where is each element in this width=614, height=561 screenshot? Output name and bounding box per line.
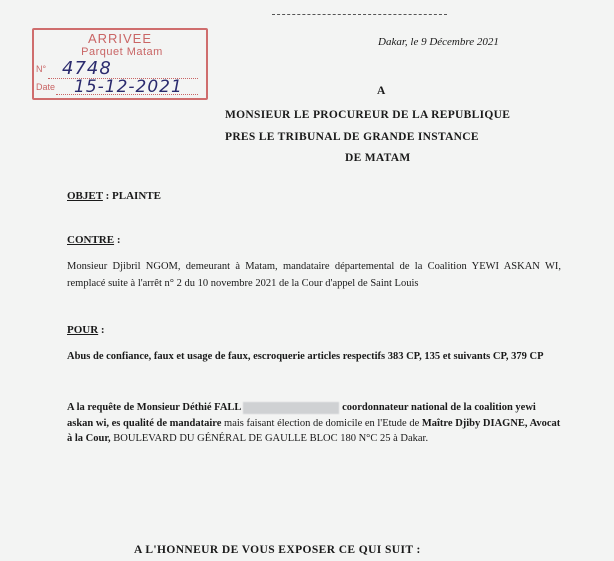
- contre-colon: :: [114, 234, 121, 246]
- pour-colon: :: [98, 324, 105, 336]
- header-dashed-rule: [272, 14, 447, 15]
- dateline: Dakar, le 9 Décembre 2021: [378, 36, 499, 48]
- stamp-number-label: N°: [36, 64, 47, 74]
- arrival-stamp: [32, 28, 208, 100]
- requete-part-4: Maître Djiby DIAGNE, Avocat à la Cour,: [67, 417, 561, 444]
- addressee-line-3: DE MATAM: [345, 152, 411, 164]
- requete-paragraph: [67, 400, 561, 447]
- objet-label: OBJET: [67, 190, 103, 202]
- addressee-line-1: MONSIEUR LE PROCUREUR DE LA REPUBLIQUE: [225, 109, 511, 121]
- requete-part-5: BOULEVARD DU GÉNÉRAL DE GAULLE BLOC 180 N°C 25 à Dakar.: [110, 433, 429, 444]
- pour-body: Abus de confiance, faux et usage de faux, escroquerie articles respectifs 383 CP, 135 et suivants CP, 379 CP: [67, 351, 544, 362]
- addressee-to: A: [377, 85, 386, 97]
- contre-heading: [67, 234, 120, 246]
- stamp-date-label: Date: [36, 82, 56, 92]
- requete-part-1: A la requête de Monsieur Déthié FALL: [67, 402, 244, 413]
- pour-heading: [67, 324, 105, 336]
- stamp-office: Parquet Matam: [81, 46, 163, 58]
- contre-body: Monsieur Djibril NGOM, demeurant à Matam, mandataire départemental de la Coalition YEWI ASKAN WI, remplacé suite à l'arrêt n° 2 du 10 novembre 2021 de la Cour d'appel de Saint Louis: [67, 261, 561, 289]
- stamp-handwritten-number: 4748: [62, 58, 112, 79]
- contre-label: CONTRE: [67, 234, 115, 246]
- requete-part-2: coordonnateur national de la coalition yewi askan wi, es qualité de mandataire: [67, 402, 536, 429]
- pour-label: POUR: [67, 324, 99, 336]
- requete-part-3: mais faisant élection de domicile en l'Etude de: [221, 417, 422, 429]
- objet-value: : PLAINTE: [102, 190, 161, 202]
- stamp-title: ARRIVEE: [87, 31, 153, 46]
- stamp-handwritten-date: 15-12-2021: [74, 77, 183, 97]
- redacted-block: [243, 402, 339, 414]
- addressee-line-2: PRES LE TRIBUNAL DE GRANDE INSTANCE: [225, 131, 479, 143]
- objet-line: [67, 190, 161, 202]
- honneur-heading: A L'HONNEUR DE VOUS EXPOSER CE QUI SUIT :: [134, 544, 421, 556]
